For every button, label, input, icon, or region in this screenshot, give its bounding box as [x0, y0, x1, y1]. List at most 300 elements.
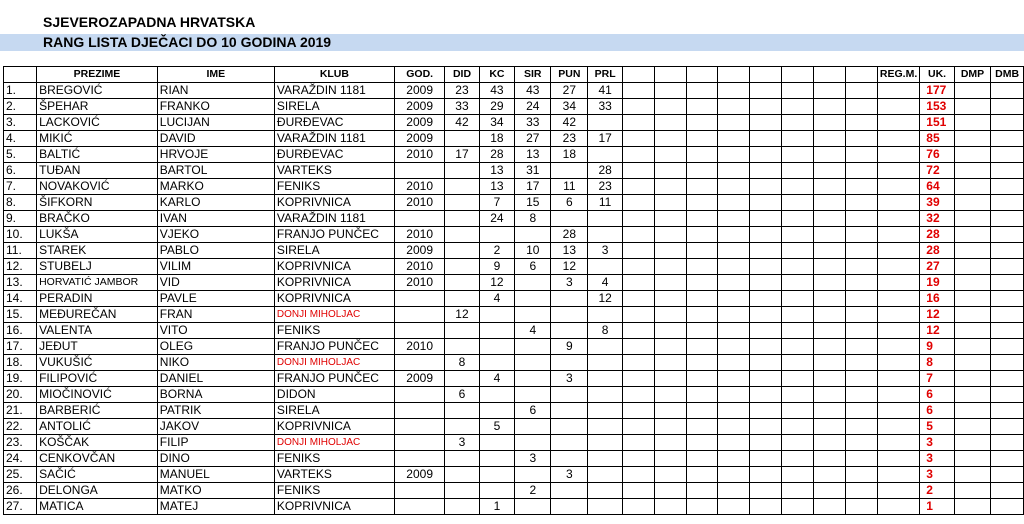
- score-cell: 3: [551, 467, 588, 483]
- empty-cell: [954, 499, 990, 515]
- total-cell: 3: [920, 467, 955, 483]
- empty-cell: [654, 163, 686, 179]
- empty-cell: [686, 467, 718, 483]
- empty-cell: [686, 355, 718, 371]
- column-header: [654, 67, 686, 83]
- surname-cell: MEĐUREČAN: [37, 307, 158, 323]
- score-cell: 42: [551, 115, 588, 131]
- surname-cell: CENKOVČAN: [37, 451, 158, 467]
- empty-cell: [718, 291, 750, 307]
- empty-cell: [686, 243, 718, 259]
- empty-cell: [877, 291, 919, 307]
- score-cell: 4: [479, 291, 515, 307]
- empty-cell: [877, 179, 919, 195]
- empty-cell: [782, 163, 814, 179]
- empty-cell: [954, 291, 990, 307]
- empty-cell: [622, 275, 654, 291]
- empty-cell: [622, 195, 654, 211]
- score-cell: 6: [445, 387, 479, 403]
- total-cell: 8: [920, 355, 955, 371]
- score-cell: [588, 227, 622, 243]
- empty-cell: [718, 483, 750, 499]
- birth-year-cell: [394, 211, 445, 227]
- empty-cell: [686, 83, 718, 99]
- empty-cell: [750, 147, 782, 163]
- empty-cell: [991, 243, 1024, 259]
- table-row: [4, 323, 1024, 339]
- empty-cell: [877, 419, 919, 435]
- club-cell: DIDON: [274, 387, 394, 403]
- empty-cell: [782, 307, 814, 323]
- empty-cell: [991, 227, 1024, 243]
- score-cell: 24: [479, 211, 515, 227]
- score-cell: 17: [515, 179, 551, 195]
- empty-cell: [877, 451, 919, 467]
- empty-cell: [846, 499, 878, 515]
- birth-year-cell: [394, 499, 445, 515]
- empty-cell: [991, 163, 1024, 179]
- score-cell: 23: [551, 131, 588, 147]
- score-cell: 17: [445, 147, 479, 163]
- empty-cell: [782, 211, 814, 227]
- surname-cell: SAČIĆ: [37, 467, 158, 483]
- empty-cell: [814, 499, 846, 515]
- first-name-cell: BORNA: [157, 387, 274, 403]
- table-row: [4, 147, 1024, 163]
- empty-cell: [750, 483, 782, 499]
- empty-cell: [622, 387, 654, 403]
- empty-cell: [718, 339, 750, 355]
- empty-cell: [750, 387, 782, 403]
- empty-cell: [877, 307, 919, 323]
- empty-cell: [750, 195, 782, 211]
- score-cell: 3: [588, 243, 622, 259]
- empty-cell: [877, 259, 919, 275]
- total-cell: 16: [920, 291, 955, 307]
- first-name-cell: DINO: [157, 451, 274, 467]
- table-row: [4, 227, 1024, 243]
- empty-cell: [686, 451, 718, 467]
- rank-cell: 8.: [4, 195, 37, 211]
- score-cell: [515, 355, 551, 371]
- first-name-cell: PAVLE: [157, 291, 274, 307]
- score-cell: 41: [588, 83, 622, 99]
- club-cell: FRANJO PUNČEC: [274, 227, 394, 243]
- empty-cell: [750, 211, 782, 227]
- table-row: [4, 387, 1024, 403]
- birth-year-cell: [394, 323, 445, 339]
- empty-cell: [686, 195, 718, 211]
- rank-cell: 5.: [4, 147, 37, 163]
- score-cell: [551, 419, 588, 435]
- rank-cell: 26.: [4, 483, 37, 499]
- score-cell: [515, 275, 551, 291]
- total-cell: 151: [920, 115, 955, 131]
- rank-cell: 23.: [4, 435, 37, 451]
- score-cell: [515, 339, 551, 355]
- score-cell: 27: [515, 131, 551, 147]
- empty-cell: [814, 467, 846, 483]
- empty-cell: [954, 419, 990, 435]
- score-cell: [588, 211, 622, 227]
- empty-cell: [654, 323, 686, 339]
- empty-cell: [814, 163, 846, 179]
- empty-cell: [954, 307, 990, 323]
- score-cell: [445, 227, 479, 243]
- score-cell: 2: [479, 243, 515, 259]
- empty-cell: [877, 275, 919, 291]
- column-header: REG.M.: [877, 67, 919, 83]
- table-row: [4, 243, 1024, 259]
- empty-cell: [877, 483, 919, 499]
- first-name-cell: VITO: [157, 323, 274, 339]
- empty-cell: [622, 307, 654, 323]
- rank-cell: 7.: [4, 179, 37, 195]
- birth-year-cell: 2010: [394, 227, 445, 243]
- total-cell: 12: [920, 307, 955, 323]
- empty-cell: [750, 467, 782, 483]
- empty-cell: [991, 195, 1024, 211]
- empty-cell: [750, 499, 782, 515]
- empty-cell: [654, 259, 686, 275]
- column-header: [846, 67, 878, 83]
- score-cell: [588, 355, 622, 371]
- empty-cell: [954, 83, 990, 99]
- first-name-cell: RIAN: [157, 83, 274, 99]
- total-cell: 6: [920, 387, 955, 403]
- empty-cell: [877, 467, 919, 483]
- empty-cell: [654, 419, 686, 435]
- surname-cell: FILIPOVIĆ: [37, 371, 158, 387]
- score-cell: [479, 467, 515, 483]
- empty-cell: [991, 483, 1024, 499]
- empty-cell: [846, 323, 878, 339]
- score-cell: [479, 339, 515, 355]
- birth-year-cell: [394, 435, 445, 451]
- score-cell: [551, 435, 588, 451]
- empty-cell: [654, 115, 686, 131]
- score-cell: 28: [479, 147, 515, 163]
- total-cell: 28: [920, 227, 955, 243]
- rank-cell: 27.: [4, 499, 37, 515]
- table-row: [4, 291, 1024, 307]
- score-cell: 6: [515, 403, 551, 419]
- empty-cell: [654, 243, 686, 259]
- score-cell: 13: [515, 147, 551, 163]
- empty-cell: [877, 371, 919, 387]
- score-cell: [588, 483, 622, 499]
- score-cell: [515, 291, 551, 307]
- column-header: [718, 67, 750, 83]
- empty-cell: [877, 99, 919, 115]
- club-cell: KOPRIVNICA: [274, 259, 394, 275]
- score-cell: 33: [515, 115, 551, 131]
- empty-cell: [877, 163, 919, 179]
- empty-cell: [877, 387, 919, 403]
- birth-year-cell: [394, 355, 445, 371]
- empty-cell: [782, 131, 814, 147]
- empty-cell: [782, 275, 814, 291]
- total-cell: 85: [920, 131, 955, 147]
- column-header: KC: [479, 67, 515, 83]
- empty-cell: [622, 451, 654, 467]
- score-cell: [479, 307, 515, 323]
- empty-cell: [654, 387, 686, 403]
- column-header: UK.: [920, 67, 955, 83]
- rank-cell: 16.: [4, 323, 37, 339]
- birth-year-cell: 2009: [394, 131, 445, 147]
- empty-cell: [954, 211, 990, 227]
- score-cell: 24: [515, 99, 551, 115]
- rank-cell: 4.: [4, 131, 37, 147]
- rank-cell: 19.: [4, 371, 37, 387]
- empty-cell: [718, 131, 750, 147]
- empty-cell: [814, 323, 846, 339]
- empty-cell: [750, 163, 782, 179]
- empty-cell: [814, 371, 846, 387]
- empty-cell: [846, 451, 878, 467]
- empty-cell: [954, 339, 990, 355]
- empty-cell: [654, 483, 686, 499]
- empty-cell: [718, 403, 750, 419]
- empty-cell: [782, 83, 814, 99]
- club-cell: SIRELA: [274, 243, 394, 259]
- empty-cell: [991, 275, 1024, 291]
- column-header: PRL: [588, 67, 622, 83]
- empty-cell: [622, 403, 654, 419]
- club-cell: FENIKS: [274, 451, 394, 467]
- empty-cell: [750, 403, 782, 419]
- empty-cell: [718, 83, 750, 99]
- club-cell: VARTEKS: [274, 467, 394, 483]
- score-cell: [445, 323, 479, 339]
- table-row: [4, 467, 1024, 483]
- table-row: [4, 195, 1024, 211]
- empty-cell: [814, 83, 846, 99]
- empty-cell: [991, 451, 1024, 467]
- empty-cell: [991, 115, 1024, 131]
- club-cell: VARAŽDIN 1181: [274, 131, 394, 147]
- empty-cell: [814, 131, 846, 147]
- score-cell: 43: [479, 83, 515, 99]
- surname-cell: DELONGA: [37, 483, 158, 499]
- column-header: SIR: [515, 67, 551, 83]
- column-header: PREZIME: [37, 67, 158, 83]
- club-cell: KOPRIVNICA: [274, 195, 394, 211]
- empty-cell: [718, 323, 750, 339]
- surname-cell: STUBELJ: [37, 259, 158, 275]
- empty-cell: [686, 435, 718, 451]
- score-cell: 13: [479, 163, 515, 179]
- empty-cell: [750, 307, 782, 323]
- total-cell: 6: [920, 403, 955, 419]
- empty-cell: [846, 163, 878, 179]
- empty-cell: [622, 243, 654, 259]
- empty-cell: [846, 179, 878, 195]
- empty-cell: [622, 483, 654, 499]
- empty-cell: [622, 499, 654, 515]
- empty-cell: [877, 195, 919, 211]
- empty-cell: [954, 323, 990, 339]
- score-cell: 28: [551, 227, 588, 243]
- empty-cell: [718, 211, 750, 227]
- score-cell: 33: [445, 99, 479, 115]
- club-cell: VARAŽDIN 1181: [274, 211, 394, 227]
- birth-year-cell: [394, 163, 445, 179]
- first-name-cell: MATEJ: [157, 499, 274, 515]
- empty-cell: [846, 243, 878, 259]
- score-cell: [551, 483, 588, 499]
- table-row: [4, 275, 1024, 291]
- surname-cell: KOŠČAK: [37, 435, 158, 451]
- score-cell: 17: [588, 131, 622, 147]
- empty-cell: [686, 483, 718, 499]
- score-cell: [551, 403, 588, 419]
- empty-cell: [814, 147, 846, 163]
- empty-cell: [750, 323, 782, 339]
- total-cell: 76: [920, 147, 955, 163]
- empty-cell: [782, 499, 814, 515]
- score-cell: 28: [588, 163, 622, 179]
- empty-cell: [954, 483, 990, 499]
- score-cell: 5: [479, 419, 515, 435]
- empty-cell: [622, 435, 654, 451]
- total-cell: 3: [920, 435, 955, 451]
- empty-cell: [991, 419, 1024, 435]
- empty-cell: [654, 275, 686, 291]
- empty-cell: [622, 259, 654, 275]
- birth-year-cell: 2009: [394, 467, 445, 483]
- score-cell: 10: [515, 243, 551, 259]
- first-name-cell: PABLO: [157, 243, 274, 259]
- table-row: [4, 211, 1024, 227]
- empty-cell: [814, 195, 846, 211]
- table-row: [4, 83, 1024, 99]
- club-cell: KOPRIVNICA: [274, 419, 394, 435]
- empty-cell: [954, 115, 990, 131]
- first-name-cell: BARTOL: [157, 163, 274, 179]
- empty-cell: [846, 211, 878, 227]
- empty-cell: [686, 163, 718, 179]
- first-name-cell: MATKO: [157, 483, 274, 499]
- empty-cell: [814, 355, 846, 371]
- score-cell: [479, 387, 515, 403]
- empty-cell: [750, 371, 782, 387]
- empty-cell: [991, 499, 1024, 515]
- empty-cell: [991, 435, 1024, 451]
- score-cell: 12: [588, 291, 622, 307]
- rank-cell: 24.: [4, 451, 37, 467]
- score-cell: [445, 419, 479, 435]
- empty-cell: [954, 147, 990, 163]
- empty-cell: [622, 419, 654, 435]
- first-name-cell: LUCIJAN: [157, 115, 274, 131]
- empty-cell: [750, 339, 782, 355]
- birth-year-cell: [394, 419, 445, 435]
- score-cell: 29: [479, 99, 515, 115]
- first-name-cell: FRANKO: [157, 99, 274, 115]
- birth-year-cell: 2010: [394, 275, 445, 291]
- table-row: [4, 451, 1024, 467]
- birth-year-cell: 2009: [394, 99, 445, 115]
- birth-year-cell: [394, 387, 445, 403]
- empty-cell: [750, 355, 782, 371]
- empty-cell: [622, 467, 654, 483]
- empty-cell: [846, 467, 878, 483]
- empty-cell: [991, 387, 1024, 403]
- empty-cell: [814, 179, 846, 195]
- table-row: [4, 179, 1024, 195]
- score-cell: 9: [479, 259, 515, 275]
- score-cell: 9: [551, 339, 588, 355]
- empty-cell: [622, 131, 654, 147]
- club-cell: SIRELA: [274, 403, 394, 419]
- empty-cell: [782, 371, 814, 387]
- first-name-cell: NIKO: [157, 355, 274, 371]
- empty-cell: [686, 499, 718, 515]
- empty-cell: [991, 371, 1024, 387]
- empty-cell: [846, 355, 878, 371]
- empty-cell: [846, 307, 878, 323]
- birth-year-cell: [394, 291, 445, 307]
- empty-cell: [718, 179, 750, 195]
- birth-year-cell: 2009: [394, 371, 445, 387]
- score-cell: [588, 339, 622, 355]
- total-cell: 12: [920, 323, 955, 339]
- column-header: [814, 67, 846, 83]
- empty-cell: [718, 227, 750, 243]
- empty-cell: [750, 451, 782, 467]
- empty-cell: [991, 99, 1024, 115]
- empty-cell: [622, 227, 654, 243]
- score-cell: 6: [551, 195, 588, 211]
- rank-cell: 14.: [4, 291, 37, 307]
- score-cell: 34: [551, 99, 588, 115]
- empty-cell: [686, 419, 718, 435]
- empty-cell: [782, 387, 814, 403]
- empty-cell: [991, 179, 1024, 195]
- score-cell: [588, 387, 622, 403]
- table-row: [4, 99, 1024, 115]
- score-cell: [588, 115, 622, 131]
- table-header-row: [4, 67, 1024, 83]
- empty-cell: [954, 435, 990, 451]
- score-cell: [588, 371, 622, 387]
- empty-cell: [991, 83, 1024, 99]
- empty-cell: [750, 243, 782, 259]
- empty-cell: [686, 211, 718, 227]
- rank-cell: 20.: [4, 387, 37, 403]
- first-name-cell: FILIP: [157, 435, 274, 451]
- empty-cell: [954, 99, 990, 115]
- score-cell: 11: [551, 179, 588, 195]
- score-cell: 15: [515, 195, 551, 211]
- empty-cell: [991, 355, 1024, 371]
- empty-cell: [654, 355, 686, 371]
- empty-cell: [750, 275, 782, 291]
- score-cell: [445, 483, 479, 499]
- score-cell: [479, 403, 515, 419]
- club-cell: FRANJO PUNČEC: [274, 371, 394, 387]
- score-cell: [445, 131, 479, 147]
- birth-year-cell: 2010: [394, 339, 445, 355]
- empty-cell: [954, 451, 990, 467]
- empty-cell: [877, 403, 919, 419]
- empty-cell: [954, 259, 990, 275]
- column-header: IME: [157, 67, 274, 83]
- empty-cell: [750, 259, 782, 275]
- empty-cell: [686, 259, 718, 275]
